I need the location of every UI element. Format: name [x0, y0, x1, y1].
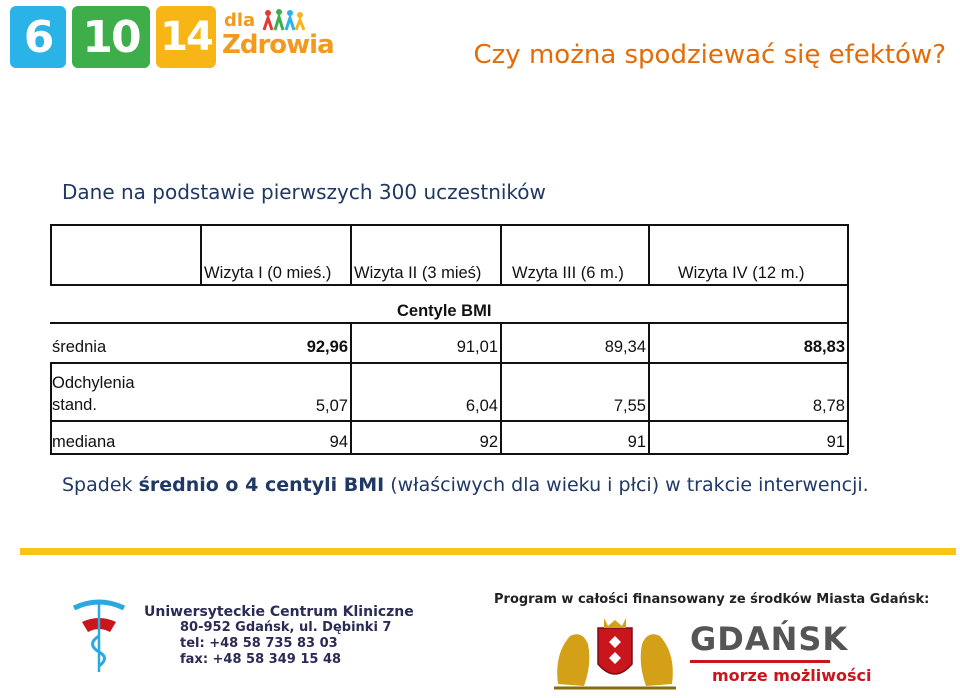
summary-post: (właściwych dla wieku i płci) w trakcie interwencji.: [384, 474, 869, 496]
slide-title: Czy można spodziewać się efektów?: [473, 40, 946, 70]
row-label: stand.: [52, 396, 97, 414]
table-rule: [50, 420, 848, 422]
table-cell: 92,96: [306, 338, 348, 356]
row-label: Odchylenia: [52, 374, 135, 392]
hospital-address: 80-952 Gdańsk, ul. Dębinki 7: [180, 620, 392, 635]
summary-pre: Spadek: [62, 474, 139, 496]
program-funding-text: Program w całości finansowany ze środków Miasta Gdańsk:: [494, 592, 930, 607]
table-cell: 91: [826, 433, 845, 451]
hospital-fax: fax: +48 58 349 15 48: [180, 652, 342, 667]
gdansk-coat-of-arms-icon: [548, 614, 682, 692]
subtitle: Dane na podstawie pierwszych 300 uczestników: [62, 180, 546, 204]
city-slogan: morze możliwości: [712, 666, 872, 685]
column-header: Wizyta II (3 mieś): [354, 264, 482, 282]
table-cell: 8,78: [812, 397, 845, 415]
hospital-contact: [144, 604, 414, 668]
table-cell: 91: [627, 433, 646, 451]
column-header: Wzyta III (6 m.): [512, 264, 624, 282]
hospital-tel: tel: +48 58 735 83 03: [180, 636, 338, 651]
row-label: średnia: [52, 338, 107, 356]
summary-text: [62, 474, 869, 496]
table-border-bottom: [50, 453, 848, 455]
table-divider: [648, 224, 650, 284]
table-rule: [50, 322, 848, 324]
column-header: Wizyta I (0 mieś.): [204, 264, 332, 282]
table-cell: 5,07: [315, 397, 348, 415]
table-cell: 91,01: [456, 338, 498, 356]
table-border-left: [50, 224, 52, 284]
table-divider: [200, 224, 202, 284]
city-underline: [690, 660, 830, 663]
hospital-logo-icon: [70, 596, 128, 674]
logo-tile-10: 10: [72, 6, 150, 68]
table-cell: 92: [479, 433, 498, 451]
logo-tile-14: 14: [156, 6, 216, 68]
table-cell: 88,83: [803, 338, 845, 356]
logo-zdrowia: Zdrowia: [222, 30, 334, 60]
logo-dla: dla: [224, 10, 256, 31]
table-rule: [50, 362, 848, 364]
table-rule: [50, 284, 848, 286]
column-header: Wizyta IV (12 m.): [678, 264, 805, 282]
footer-divider: [20, 548, 956, 555]
summary-bold: średnio o 4 centyli BMI: [138, 474, 385, 496]
table-cell: 7,55: [613, 397, 646, 415]
hospital-name: Uniwersyteckie Centrum Kliniczne: [144, 604, 414, 620]
table-cell: 94: [329, 433, 348, 451]
table-border-top: [50, 224, 848, 226]
row-label: mediana: [52, 433, 116, 451]
table-divider: [500, 224, 502, 284]
table-cell: 89,34: [604, 338, 646, 356]
program-logo: [10, 6, 334, 70]
table-divider: [350, 224, 352, 284]
logo-tile-6: 6: [10, 6, 66, 68]
bmi-table: [50, 224, 848, 454]
table-cell: 6,04: [465, 397, 498, 415]
group-label: Centyle BMI: [397, 302, 492, 320]
city-name: GDAŃSK: [690, 620, 849, 658]
